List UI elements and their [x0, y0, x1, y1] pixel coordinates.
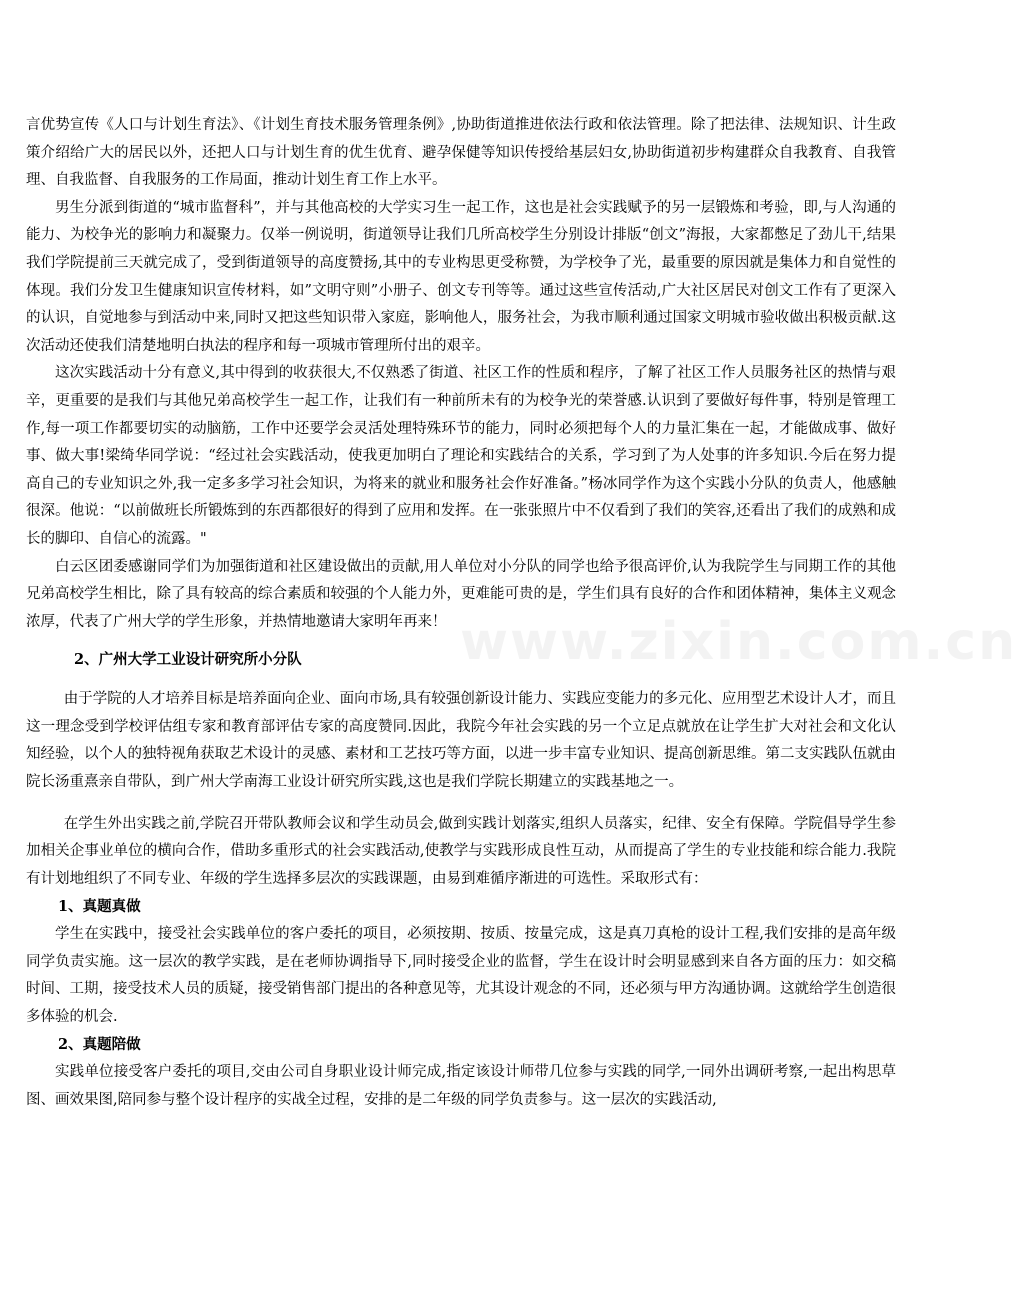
paragraph-practice-significance: 这次实践活动十分有意义,其中得到的收获很大,不仅熟悉了街道、社区工作的性质和程序，了解了社区工作人员服务社区的热情与艰辛，更重要的是我们与其他兄弟高校学生一起工作，让我们有一种前所未有的为校争光的荣誉感.认识到了要做好每件事，特别是管理工作,每一项工作都要切实的动脑筋，工作中还要学会灵活处理特殊环节的能力，同时必须把每个人的力量汇集在一起，才能做成事、做好事、做大事!梁绮华同学说：“经过社会实践活动，使我更加明白了理论和实践结合的关系，学习到了为人处事的许多知识.今后在努力提高自己的专业知识之外,我一定多多学习社会知识，为将来的就业和服务社会作好准备。”杨冰同学作为这个实践小分队的负责人，他感触很深。他说：“以前做班长所锻炼到的东西都很好的得到了应用和发挥。在一张张照片中不仅看到了我们的笑容,还看出了我们的成熟和成长的脚印、自信心的流露。" — [26, 365, 896, 547]
sub-heading-accompanied-project: 2、真题陪做 — [58, 1036, 141, 1054]
watermark: www.zixin.com.cn — [460, 612, 1017, 672]
paragraph-accompanied-project: 实践单位接受客户委托的项目,交由公司自身职业设计师完成,指定该设计师带几位参与实践的同学,一同外出调研考察,一起出构思草图、画效果图,陪同参与整个设计程序的实战全过程，安排的是二年级的同学负责参与。这一层次的实践活动, — [26, 1064, 896, 1108]
paragraph-publicity-family-planning: 言优势宣传《人口与计划生育法》、《计划生育技术服务管理条例》,协助街道推进依法行政和依法管理。除了把法律、法规知识、计生政策介绍给广大的居民以外，还把人口与计划生育的优生优育、避孕保健等知识传授给基层妇女,协助街道初步构建群众自我教育、自我管理、自我监督、自我服务的工作局面，推动计划生育工作上水平。 — [26, 117, 896, 189]
paragraph-before-practice: 在学生外出实践之前,学院召开带队教师会议和学生动员会,做到实践计划落实,组织人员落实，纪律、安全有保障。学院倡导学生参加相关企事业单位的横向合作，借助多重形式的社会实践活动,使教学与实践形成良性互动，从而提高了学生的专业技能和综合能力.我院有计划地组织了不同专业、年级的学生选择多层次的实践课题，由易到难循序渐进的可选性。采取形式有： — [26, 815, 896, 887]
section-heading-design-institute: 2、广州大学工业设计研究所小分队 — [74, 651, 302, 669]
paragraph-training-goal: 由于学院的人才培养目标是培养面向企业、面向市场,具有较强创新设计能力、实践应变能力的多元化、应用型艺术设计人才，而且这一理念受到学校评估组专家和教育部评估专家的高度赞同.因此，我院今年社会实践的另一个立足点就放在让学生扩大对社会和文化认知经验，以个人的独特视角获取艺术设计的灵感、素材和工艺技巧等方面，以进一步丰富专业知识、提高创新思维。第二支实践队伍就由院长汤重熹亲自带队，到广州大学南海工业设计研究所实践,这也是我们学院长期建立的实践基地之一。 — [26, 691, 896, 791]
spacer — [26, 797, 896, 811]
paragraph-real-project: 学生在实践中，接受社会实践单位的客户委托的项目，必须按期、按质、按量完成，这是真刀真枪的设计工程,我们安排的是高年级同学负责实施。这一层次的教学实践，是在老师协调指导下,同时接受企业的监督，学生在设计时会明显感到来自各方面的压力：如交稿时间、工期，接受技术人员的质疑，接受销售部门提出的各种意见等，尤其设计观念的不同，还必须与甲方沟通协调。这就给学生创造很多体验的机会. — [26, 926, 896, 1025]
document-page — [26, 112, 896, 1114]
paragraph-committee-thanks: 白云区团委感谢同学们为加强街道和社区建设做出的贡献,用人单位对小分队的同学也给予很高评价,认为我院学生与同期工作的其他兄弟高校学生相比，除了具有较高的综合素质和较强的个人能力外，更难能可贵的是，学生们具有良好的合作和团体精神，集体主义观念浓厚，代表了广州大学的学生形象，并热情地邀请大家明年再来！ — [26, 558, 896, 630]
sub-heading-real-project: 1、真题真做 — [58, 898, 141, 916]
paragraph-city-supervision: 男生分派到街道的“城市监督科”，并与其他高校的大学实习生一起工作，这也是社会实践赋予的另一层锻炼和考验，即,与人沟通的能力、为校争光的影响力和凝聚力。仅举一例说明，街道领导让我们几所高校学生分别设计排版“创文”海报，大家都憋足了劲儿干,结果我们学院提前三天就完成了，受到街道领导的高度赞扬,其中的专业构思更受称赞，为学校争了光，最重要的原因就是集体力和自觉性的体现。我们分发卫生健康知识宣传材料，如”文明守则”小册子、创文专刊等等。通过这些宣传活动,广大社区居民对创文工作有了更深入的认识，自觉地参与到活动中来,同时又把这些知识带入家庭，影响他人，服务社会，为我市顺利通过国家文明城市验收做出积极贡献.这次活动还使我们清楚地明白执法的程序和每一项城市管理所付出的艰辛。 — [26, 199, 896, 354]
